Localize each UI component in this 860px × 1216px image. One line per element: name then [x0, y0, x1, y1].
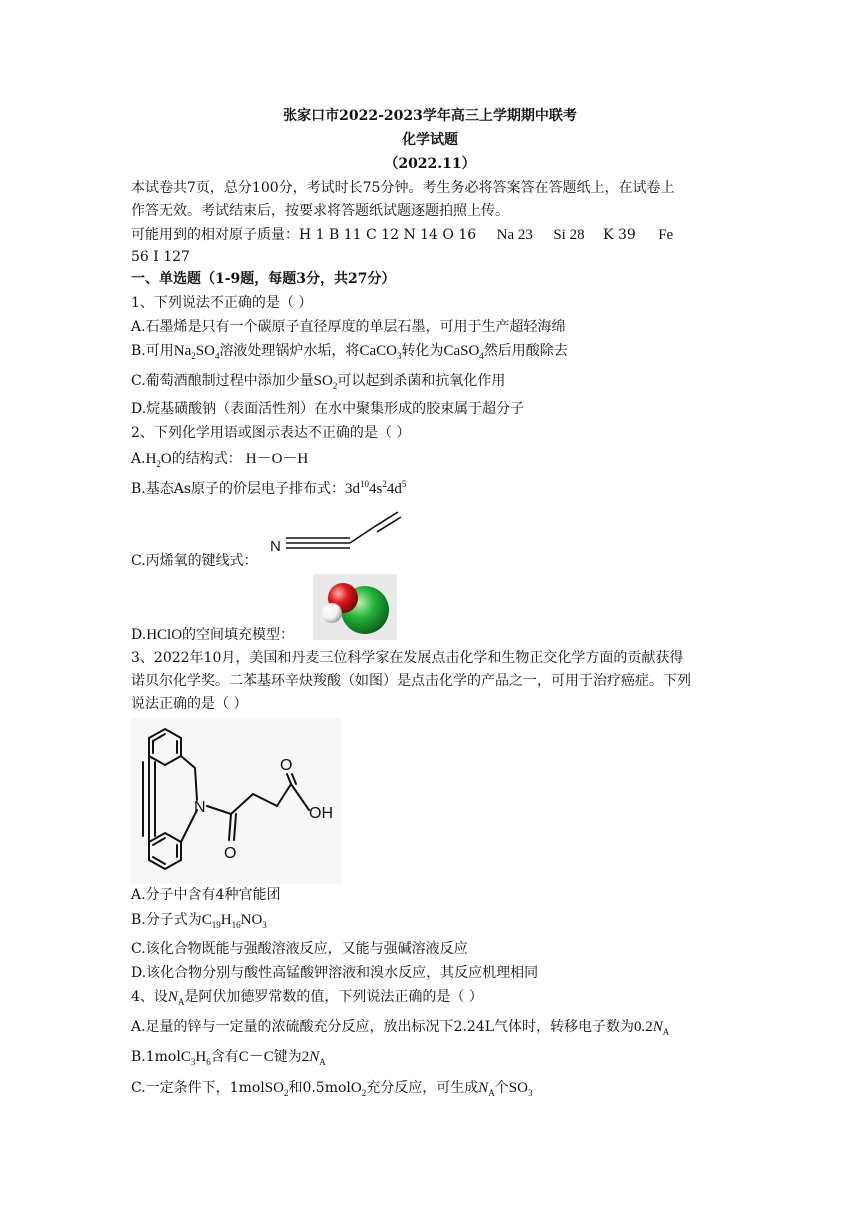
intro-line: 作答无效。考试结束后，按要求将答题纸试题逐题拍照上传。 — [131, 203, 509, 219]
oxygen-label: O — [224, 845, 237, 862]
option-a: A.石墨烯是只有一个碳原子直径厚度的单层石墨，可用于生产超轻海绵 — [131, 319, 566, 335]
nitrogen-label: N — [270, 538, 281, 555]
section-heading: 一、单选题（1-9题，每题3分，共27分） — [131, 271, 396, 287]
formula: $0.2N_A$ — [634, 1019, 670, 1037]
question-stem: 3、2022年10月，美国和丹麦三位科学家在发展点击化学和生物正交化学方面的贡献获得 — [131, 650, 684, 666]
question-stem: 说法正确的是（ ） — [131, 696, 248, 712]
oxygen-label: O — [280, 757, 293, 774]
option-b: B.基态As原子的价层电子排布式：$3d^{10}4s^24d^5$ — [131, 479, 407, 497]
option-d: D.HClO的空间填充模型： — [131, 627, 295, 643]
formula: C－C — [238, 1049, 274, 1065]
hydrogen-atom — [322, 603, 342, 623]
option-c: C.葡萄酒酿制过程中添加少量$SO_2$可以起到杀菌和抗氧化作用 — [131, 373, 506, 391]
option-c: C.丙烯氧的键线式： — [131, 553, 258, 569]
hclo-space-filling-model — [313, 574, 397, 640]
double-bond-line — [377, 517, 401, 532]
nitrogen-label: N — [194, 799, 206, 816]
formula: HClO — [146, 627, 183, 643]
formula: $O_2$ — [350, 1080, 367, 1098]
exam-date: （2022.11） — [384, 156, 476, 172]
formula: CaSO$_4$ — [443, 343, 484, 361]
option-a: $A.H_2O$的结构式： H－O－H — [131, 451, 309, 469]
option-a: A.足量的锌与一定量的浓硫酸充分反应，放出标况下2.24L气体时，转移电子数为$0.2N_A$ — [131, 1019, 670, 1037]
question-stem: 1、下列说法不正确的是（ ） — [131, 295, 313, 311]
formula: $SO_2$ — [313, 373, 338, 391]
option-c: C.该化合物既能与强酸溶液反应，又能与强碱溶液反应 — [131, 941, 468, 957]
option-b: B.分子式为$C_{19}H_{16}NO_3$ — [131, 912, 267, 930]
formula: $3d^{10}4s^24d^5$ — [345, 479, 407, 497]
question-stem: 诺贝尔化学奖。二苯基环辛炔羧酸（如图）是点击化学的产品之一，可用于治疗癌症。下列 — [131, 673, 691, 689]
molecule-structure-figure — [131, 718, 341, 884]
formula: CaCO$_3$ — [359, 343, 402, 361]
single-bond-line — [350, 527, 374, 543]
formula: $Na_2SO_4$ — [173, 343, 220, 361]
option-b: B.可用$Na_2SO_4$溶液处理锅炉水垢，将CaCO$_3$转化为CaSO$_4$然后用酸除去 — [131, 343, 568, 361]
question-stem: 2、下列化学用语或图示表达不正确的是（ ） — [131, 425, 411, 441]
formula: $C_3H_6$ — [180, 1049, 211, 1067]
formula: $SO_2$ — [264, 1080, 289, 1098]
formula: $N_A$ — [167, 989, 185, 1007]
atomic-mass-line: 可能用到的相对原子质量：H 1 B 11 C 12 N 14 O 16 Na 23 Si 28 K 39 Fe — [131, 227, 674, 243]
formula: $N_A$ — [478, 1080, 495, 1098]
formula: $2N_A$ — [301, 1049, 326, 1067]
nitrile-skeletal-structure — [268, 508, 408, 564]
formula: $H_2O$ — [145, 451, 172, 469]
option-a: A.分子中含有4种官能团 — [131, 887, 281, 903]
intro-line: 本试卷共7页，总分100分，考试时长75分钟。考生务必将答案答在答题纸上，在试卷上 — [131, 180, 675, 196]
double-bond-line — [374, 512, 398, 527]
option-d: D.烷基磺酸钠（表面活性剂）在水中聚集形成的胶束属于超分子 — [131, 401, 525, 417]
formula: $C_{19}H_{16}NO_3$ — [201, 912, 267, 930]
formula: $SO_3$ — [508, 1080, 533, 1098]
option-d: D.该化合物分别与酸性高锰酸钾溶液和溴水反应，其反应机理相同 — [131, 965, 539, 981]
exam-title: 张家口市2022-2023学年高三上学期期中联考 — [283, 108, 577, 124]
atomic-mass-line: 56 I 127 — [131, 249, 190, 265]
exam-subtitle: 化学试题 — [402, 132, 458, 148]
hydroxyl-label: OH — [309, 805, 333, 822]
option-b: $B.1molC_3H_6$含有C－C键为$2N_A$ — [131, 1049, 326, 1067]
formula: H－O－H — [245, 451, 309, 467]
option-c: C.一定条件下，1molSO$_2$和0.5molO$_2$充分反应，可生成$N_A$个$SO_3$ — [131, 1080, 533, 1098]
question-stem: 4、设$N_A$是阿伏加德罗常数的值，下列说法正确的是（ ） — [131, 989, 483, 1007]
